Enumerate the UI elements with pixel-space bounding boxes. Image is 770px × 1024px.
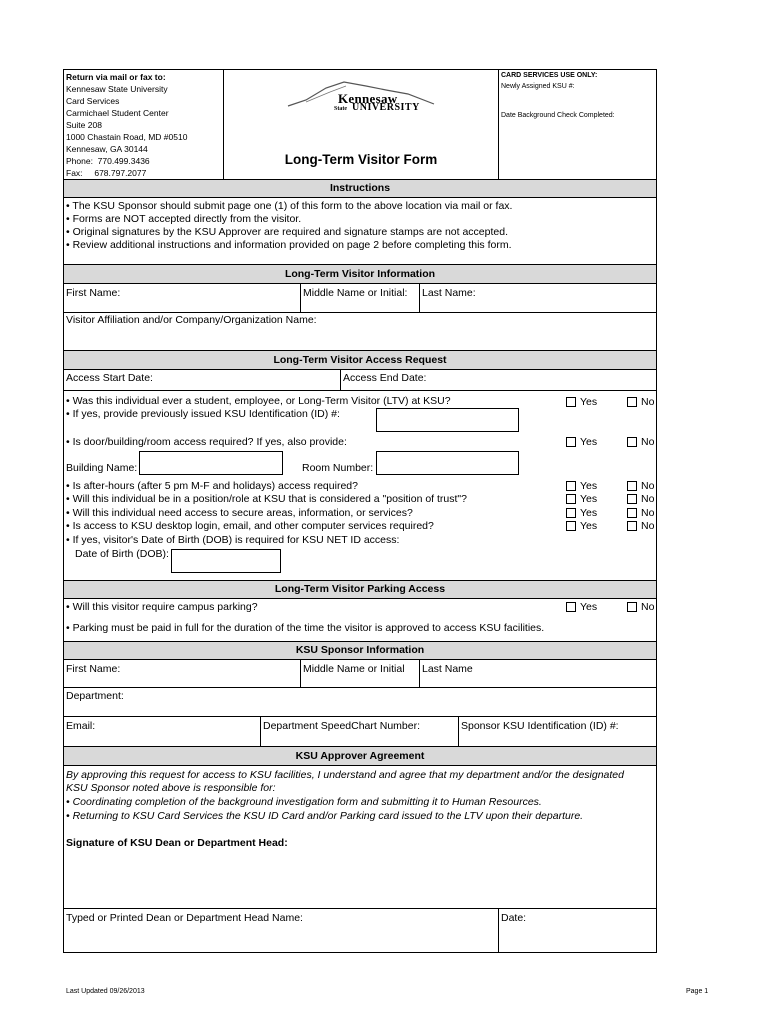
address-line: Kennesaw State University <box>66 84 168 94</box>
visitor-last-name-label: Last Name: <box>422 287 476 299</box>
ksu-number-label: Newly Assigned KSU #: <box>501 83 575 90</box>
yes-label: Yes <box>580 520 598 532</box>
address-line: Kennesaw, GA 30144 <box>66 144 148 154</box>
question-ltv: • Was this individual ever a student, employee, or Long-Term Visitor (LTV) at KSU? <box>66 395 451 407</box>
signature-area[interactable] <box>64 852 656 908</box>
divider <box>458 716 459 746</box>
building-name-label: Building Name: <box>66 462 138 474</box>
no-label: No <box>641 396 655 408</box>
access-request-heading: Long-Term Visitor Access Request <box>64 350 656 370</box>
no-label: No <box>641 493 655 505</box>
question-door-access: • Is door/building/room access required? If yes, also provide: <box>66 436 347 448</box>
visitor-first-name-label: First Name: <box>66 287 121 299</box>
divider <box>63 716 657 717</box>
header-divider-right <box>498 69 499 179</box>
question-position-of-trust: • Will this individual be in a position/role at KSU that is considered a "position of trust"? <box>66 493 467 505</box>
no-checkbox[interactable] <box>627 521 637 531</box>
access-start-date-label: Access Start Date: <box>66 372 153 384</box>
phone-line: Phone: 770.499.3436 <box>66 156 150 166</box>
parking-heading: Long-Term Visitor Parking Access <box>64 580 656 599</box>
divider <box>260 716 261 746</box>
divider <box>340 370 341 390</box>
sponsor-last-name-label: Last Name <box>422 663 473 675</box>
dob-field[interactable] <box>171 549 281 573</box>
no-label: No <box>641 480 655 492</box>
dob-label: Date of Birth (DOB): <box>75 548 169 560</box>
divider <box>419 284 420 312</box>
address-line: Card Services <box>66 96 120 106</box>
no-checkbox[interactable] <box>627 437 637 447</box>
approver-heading: KSU Approver Agreement <box>64 746 656 766</box>
divider <box>300 660 301 687</box>
divider <box>63 312 657 313</box>
yes-checkbox[interactable] <box>566 437 576 447</box>
sponsor-email-label: Email: <box>66 720 96 732</box>
divider <box>63 687 657 688</box>
no-checkbox[interactable] <box>627 602 637 612</box>
no-checkbox[interactable] <box>627 508 637 518</box>
address-line: Carmichael Student Center <box>66 108 169 118</box>
fax-line: Fax: 678.797.2077 <box>66 168 147 178</box>
yes-label: Yes <box>580 436 598 448</box>
divider <box>498 908 499 953</box>
parking-note: • Parking must be paid in full for the duration of the time the visitor is approved to access KSU facilities. <box>66 622 545 634</box>
no-label: No <box>641 436 655 448</box>
instruction-item: • Original signatures by the KSU Approver are required and signature stamps are not accepted. <box>66 226 509 238</box>
divider <box>300 284 301 312</box>
ltv-id-field[interactable] <box>376 408 519 432</box>
no-checkbox[interactable] <box>627 397 637 407</box>
yes-label: Yes <box>580 507 598 519</box>
background-check-label: Date Background Check Completed: <box>501 112 615 119</box>
address-line: Suite 208 <box>66 120 102 130</box>
divider <box>63 390 657 391</box>
date-label: Date: <box>501 912 527 924</box>
visitor-info-heading: Long-Term Visitor Information <box>64 264 656 284</box>
instructions-heading: Instructions <box>64 179 656 198</box>
logo-text-top: Kennesaw <box>338 91 398 106</box>
typed-name-label: Typed or Printed Dean or Department Head Name: <box>66 912 303 924</box>
room-number-label: Room Number: <box>302 462 374 474</box>
question-dob-note: • If yes, visitor's Date of Birth (DOB) is required for KSU NET ID access: <box>66 534 400 546</box>
divider <box>419 660 420 687</box>
page-number: Page 1 <box>686 988 709 995</box>
instruction-item: • The KSU Sponsor should submit page one (1) of this form to the above location via mail or fax. <box>66 200 513 212</box>
speedchart-label: Department SpeedChart Number: <box>263 720 420 732</box>
no-label: No <box>641 601 655 613</box>
approver-text: • Coordinating completion of the background investigation form and submitting it to Human Resources. <box>66 796 542 808</box>
sponsor-id-label: Sponsor KSU Identification (ID) #: <box>461 720 619 732</box>
return-heading: Return via mail or fax to: <box>66 72 166 82</box>
approver-text: By approving this request for access to KSU facilities, I understand and agree that my department and/or the designated <box>66 769 624 781</box>
sponsor-middle-name-label: Middle Name or Initial <box>303 663 405 675</box>
instruction-item: • Forms are NOT accepted directly from the visitor. <box>66 213 302 225</box>
last-updated: Last Updated 09/26/2013 <box>66 988 145 995</box>
yes-label: Yes <box>580 601 598 613</box>
visitor-affiliation-label: Visitor Affiliation and/or Company/Organization Name: <box>66 314 317 326</box>
no-checkbox[interactable] <box>627 481 637 491</box>
yes-checkbox[interactable] <box>566 494 576 504</box>
room-number-field[interactable] <box>376 451 519 475</box>
address-line: 1000 Chastain Road, MD #0510 <box>66 132 188 142</box>
logo-text-university: UNIVERSITY <box>352 102 420 113</box>
sponsor-heading: KSU Sponsor Information <box>64 641 656 660</box>
logo-text-state: State <box>334 106 347 112</box>
yes-checkbox[interactable] <box>566 397 576 407</box>
question-parking: • Will this visitor require campus parking? <box>66 601 258 613</box>
signature-label: Signature of KSU Dean or Department Head: <box>66 837 288 849</box>
card-services-heading: CARD SERVICES USE ONLY: <box>501 72 598 79</box>
no-label: No <box>641 507 655 519</box>
yes-checkbox[interactable] <box>566 602 576 612</box>
form-title: Long-Term Visitor Form <box>284 152 438 167</box>
yes-checkbox[interactable] <box>566 508 576 518</box>
ksu-logo <box>286 80 436 120</box>
question-ltv-id: • If yes, provide previously issued KSU Identification (ID) #: <box>66 408 340 420</box>
approver-text: KSU Sponsor noted above is responsible for: <box>66 782 276 794</box>
yes-label: Yes <box>580 480 598 492</box>
no-label: No <box>641 520 655 532</box>
no-checkbox[interactable] <box>627 494 637 504</box>
question-after-hours: • Is after-hours (after 5 pm M-F and holidays) access required? <box>66 480 358 492</box>
visitor-middle-name-label: Middle Name or Initial: <box>303 287 408 299</box>
question-secure-access: • Will this individual need access to secure areas, information, or services? <box>66 507 413 519</box>
instruction-item: • Review additional instructions and information provided on page 2 before completing this form. <box>66 239 512 251</box>
sponsor-first-name-label: First Name: <box>66 663 121 675</box>
yes-checkbox[interactable] <box>566 521 576 531</box>
yes-checkbox[interactable] <box>566 481 576 491</box>
approver-text: • Returning to KSU Card Services the KSU ID Card and/or Parking card issued to the LTV upon their departure. <box>66 810 584 822</box>
access-end-date-label: Access End Date: <box>343 372 427 384</box>
building-name-field[interactable] <box>139 451 283 475</box>
sponsor-department-label: Department: <box>66 690 124 702</box>
divider <box>63 908 657 909</box>
yes-label: Yes <box>580 493 598 505</box>
yes-label: Yes <box>580 396 598 408</box>
question-desktop-login: • Is access to KSU desktop login, email, and other computer services required? <box>66 520 434 532</box>
